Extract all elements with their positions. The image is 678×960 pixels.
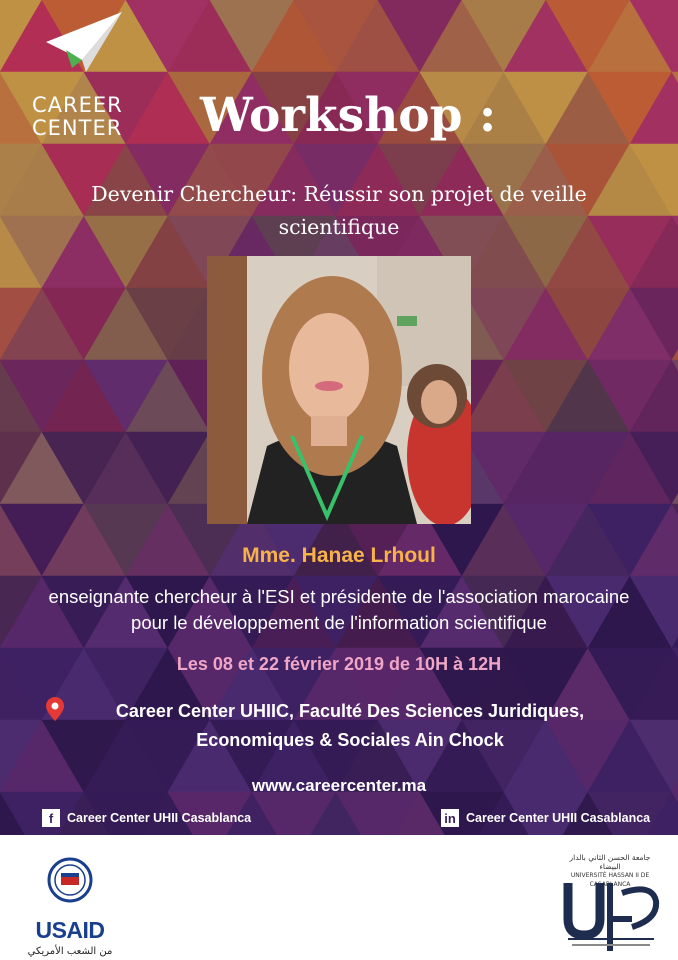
workshop-location: [70, 697, 630, 755]
uh2-emblem-icon: [562, 879, 662, 954]
workshop-subtitle: Devenir Chercheur: Réussir son projet de veille scientifique: [91, 182, 587, 239]
logo-text-center: CENTER: [32, 116, 123, 140]
university-hassan-ii-logo: [560, 853, 670, 953]
paper-plane-icon: [46, 8, 126, 76]
website-link[interactable]: www.careercenter.ma: [251, 776, 427, 795]
map-pin-icon: [46, 697, 64, 721]
facebook-label: Career Center UHII Casablanca: [67, 811, 252, 825]
linkedin-link[interactable]: [441, 809, 650, 827]
university-name-arabic: جامعة الحسن الثاني بالدار البيضاء: [569, 853, 651, 871]
usaid-seal-icon: [47, 857, 93, 903]
location-line-1: Career Center UHIIC, Faculté Des Sciences Juridiques,: [115, 701, 585, 721]
poster-title: Workshop :: [200, 88, 497, 143]
facebook-icon: f: [42, 809, 60, 827]
usaid-name: USAID: [35, 917, 105, 943]
speaker-name: Mme. Hanae Lrhoul: [242, 544, 436, 567]
usaid-tagline: من الشعب الأمريكي: [27, 946, 113, 957]
facebook-link[interactable]: [42, 809, 251, 827]
logo-text-career: CAREER: [32, 93, 123, 117]
linkedin-icon: in: [441, 809, 459, 827]
workshop-dates: Les 08 et 22 février 2019 de 10H à 12H: [176, 654, 502, 674]
usaid-logo: [20, 857, 120, 957]
location-line-2: Economiques & Sociales Ain Chock: [196, 730, 504, 750]
university-name-latin: UNIVERSITÉ HASSAN II DE CASABLANCA: [570, 872, 650, 888]
speaker-bio: enseignante chercheur à l'ESI et présidente de l'association marocaine pour le développement de l'information scientifique: [48, 586, 630, 633]
career-center-logo: [28, 8, 138, 143]
linkedin-label: Career Center UHII Casablanca: [466, 811, 651, 825]
sponsor-footer: [0, 835, 678, 960]
speaker-photo: [207, 256, 471, 524]
